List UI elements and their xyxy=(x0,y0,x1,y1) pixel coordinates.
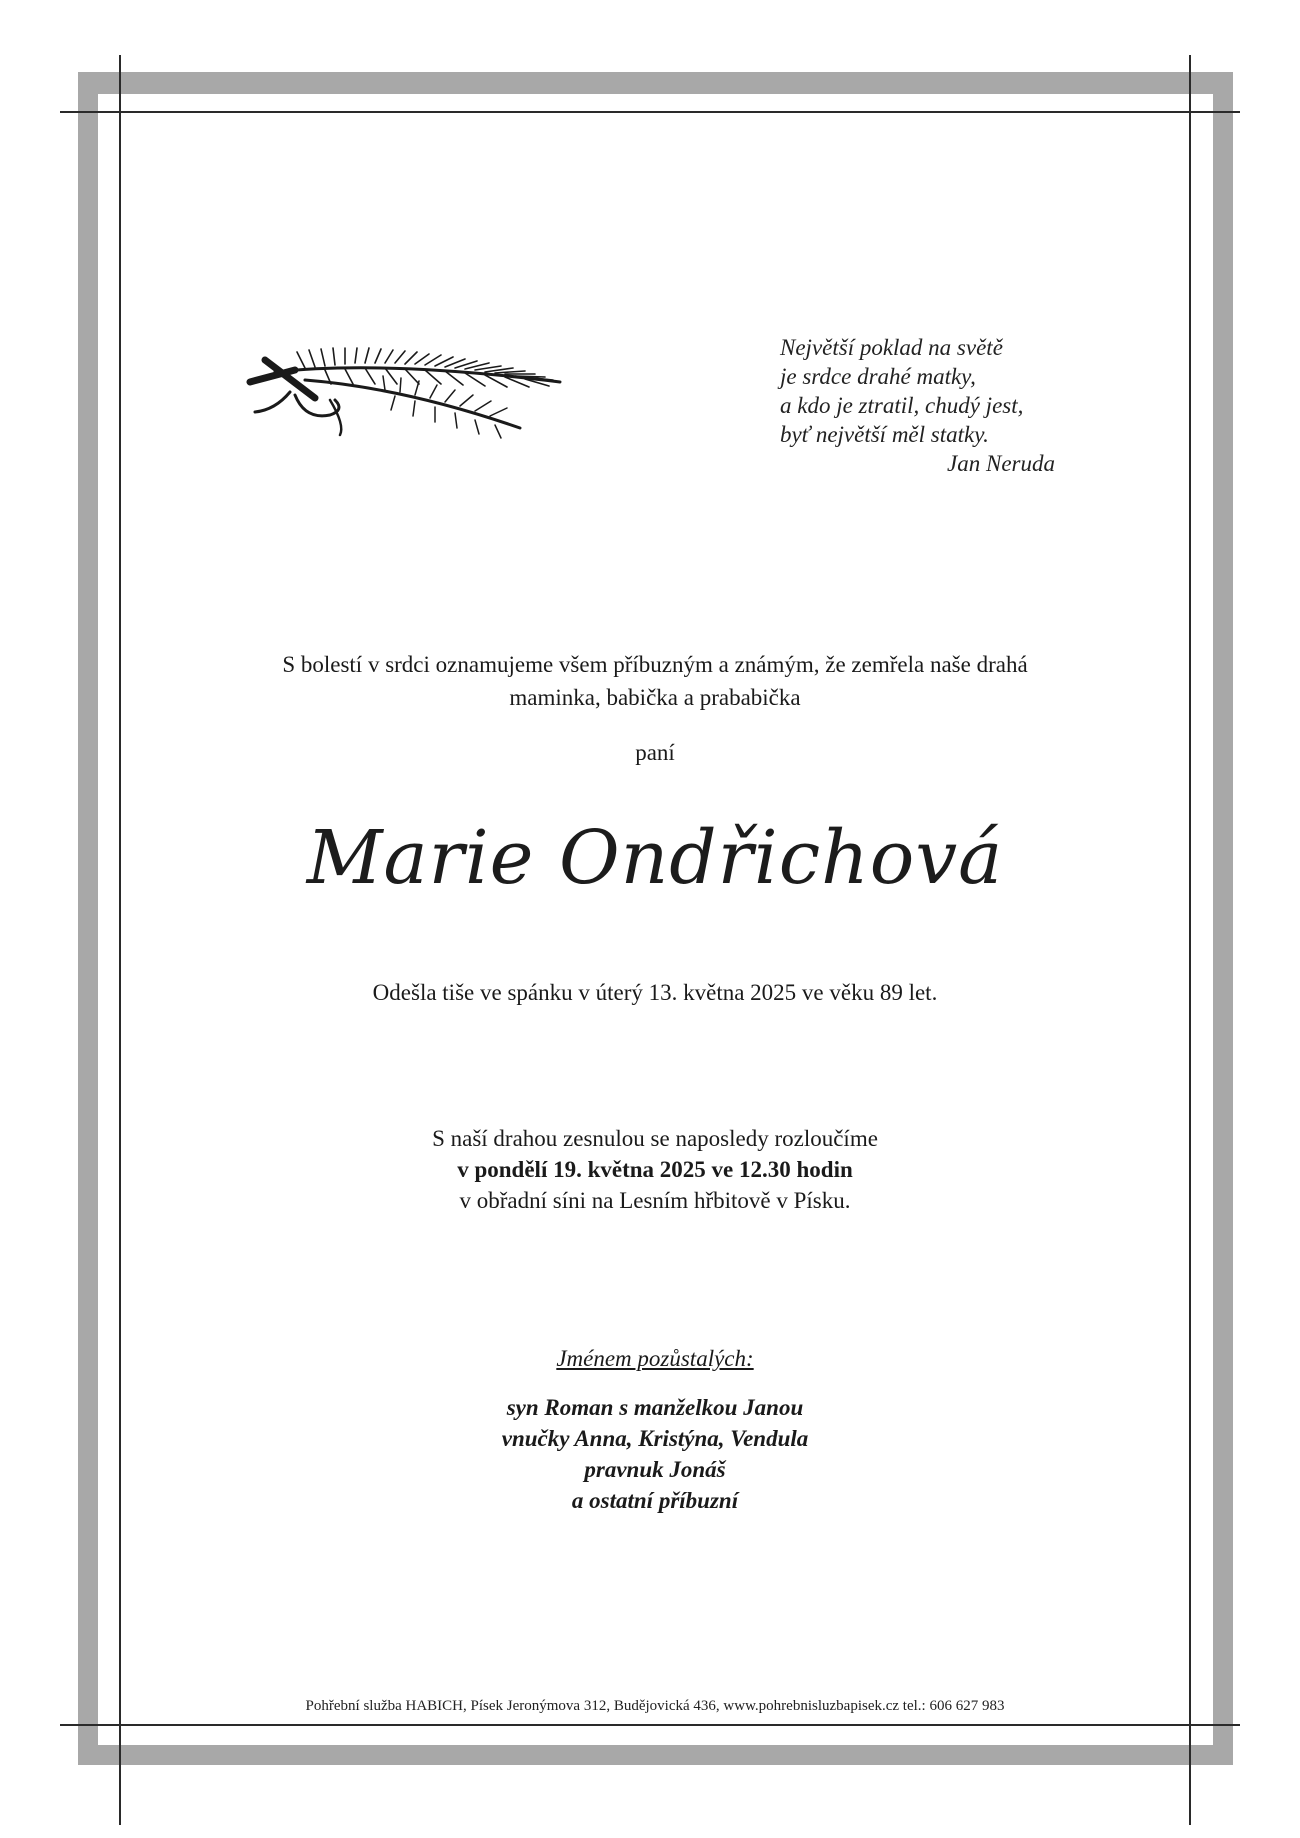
survivor-item: vnučky Anna, Kristýna, Vendula xyxy=(501,1426,809,1451)
ceremony-line: S naší drahou zesnulou se naposledy rozloučíme xyxy=(432,1126,878,1151)
left-rule xyxy=(119,55,121,1825)
right-rule xyxy=(1189,55,1191,1825)
quote-line: byť největší měl statky. xyxy=(780,422,989,447)
quote-line: a kdo je ztratil, chudý jest, xyxy=(780,393,1024,418)
bottom-rule xyxy=(60,1724,1240,1726)
ceremony-info xyxy=(160,1123,1150,1216)
honorific: paní xyxy=(635,740,675,765)
survivors-list xyxy=(355,1392,955,1516)
ceremony-datetime: v pondělí 19. května 2025 ve 12.30 hodin xyxy=(457,1157,853,1182)
quote-block xyxy=(780,333,1100,478)
death-info: Odešla tiše ve spánku v úterý 13. května 2025 ve věku 89 let. xyxy=(372,980,938,1005)
deceased-name: Marie Ondřichová xyxy=(306,815,1004,901)
survivor-item: syn Roman s manželkou Janou xyxy=(506,1395,804,1420)
ceremony-location: v obřadní síni na Lesním hřbitově v Písku. xyxy=(459,1188,851,1213)
announcement-line: S bolestí v srdci oznamujeme všem příbuzným a známým, že zemřela naše drahá xyxy=(282,652,1028,677)
quote-author: Jan Neruda xyxy=(947,451,1055,476)
survivors-heading: Jménem pozůstalých: xyxy=(556,1346,754,1371)
top-rule xyxy=(60,111,1240,113)
funeral-service-footer: Pohřební služba HABICH, Písek Jeronýmova 312, Budějovická 436, www.pohrebnisluzbapisek.cz tel.: 606 627 983 xyxy=(305,1698,1005,1714)
palm-cross-icon xyxy=(235,340,575,450)
survivor-item: a ostatní příbuzní xyxy=(571,1488,739,1513)
quote-line: Největší poklad na světě xyxy=(780,335,1003,360)
announcement xyxy=(160,648,1150,714)
announcement-line: maminka, babička a prababička xyxy=(509,685,801,710)
survivor-item: pravnuk Jonáš xyxy=(584,1457,726,1482)
quote-line: je srdce drahé matky, xyxy=(780,364,976,389)
